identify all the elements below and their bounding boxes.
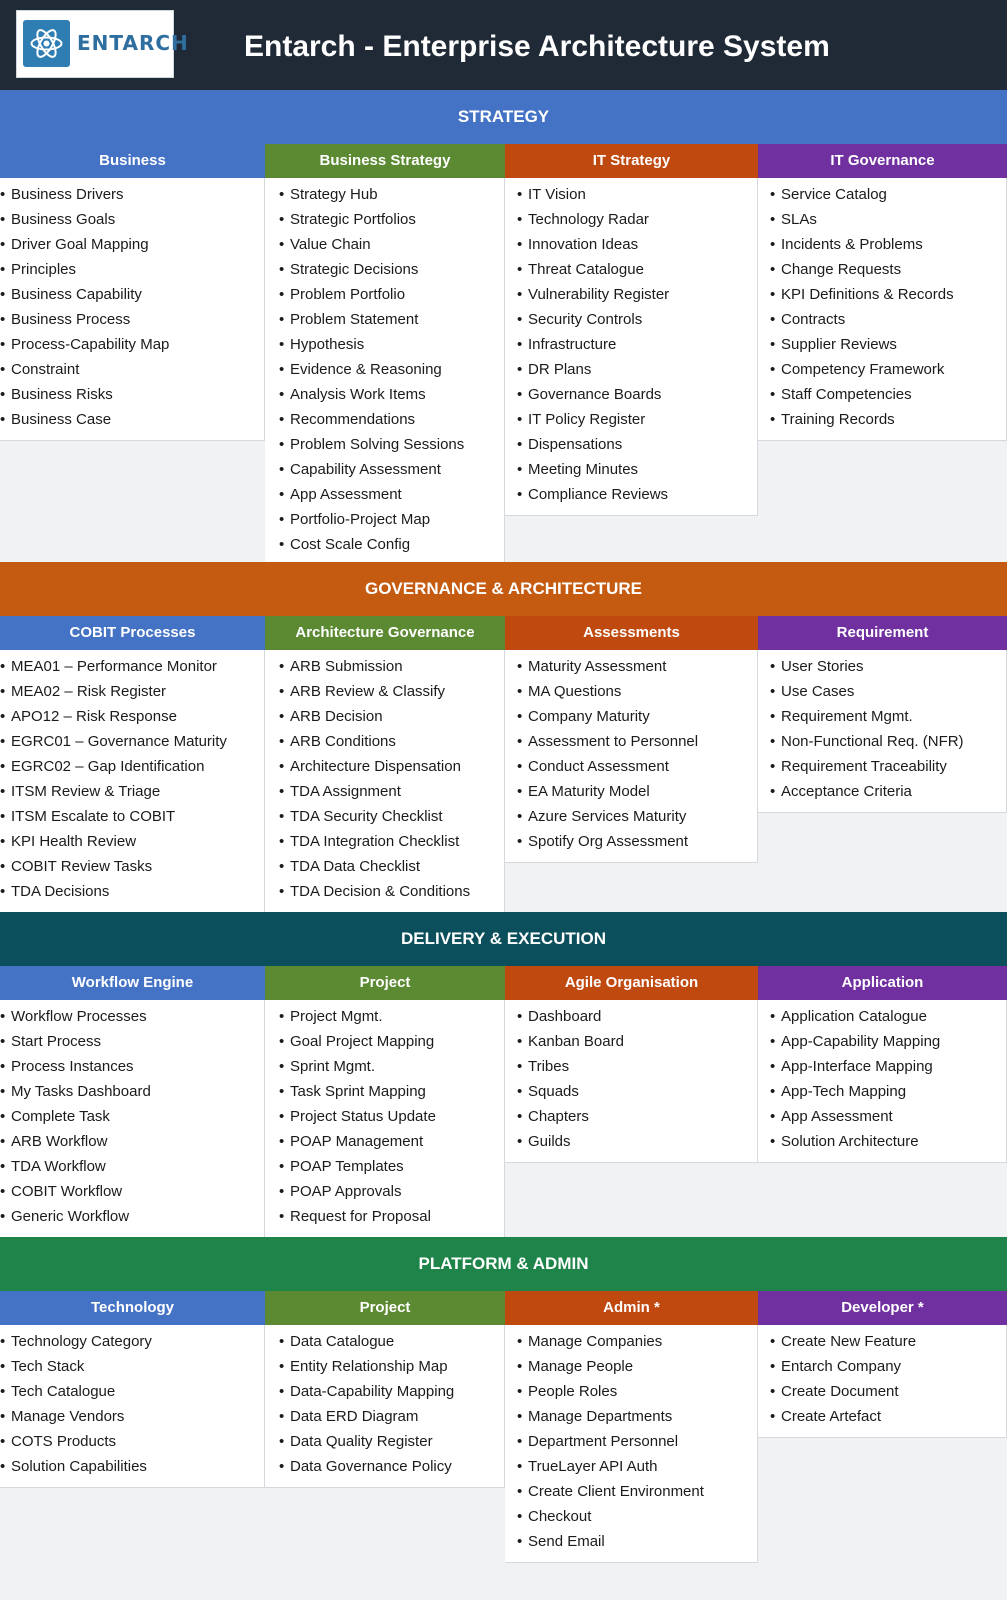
menu-item[interactable]: • Change Requests <box>758 257 1006 282</box>
column-title: Admin * <box>505 1291 758 1325</box>
column-requirement <box>758 616 1007 813</box>
menu-item[interactable]: • Analysis Work Items <box>265 382 504 407</box>
menu-item[interactable]: • Assessment to Personnel <box>505 729 757 754</box>
menu-item[interactable]: • Compliance Reviews <box>505 482 757 507</box>
menu-item[interactable]: • Create Artefact <box>758 1404 1006 1429</box>
menu-item[interactable]: • TDA Security Checklist <box>265 804 504 829</box>
menu-item[interactable]: • Task Sprint Mapping <box>265 1079 504 1104</box>
column-title: Requirement <box>758 616 1007 650</box>
menu-item[interactable]: • Problem Portfolio <box>265 282 504 307</box>
menu-item[interactable]: • EA Maturity Model <box>505 779 757 804</box>
menu-item[interactable]: • Contracts <box>758 307 1006 332</box>
menu-item[interactable]: • KPI Definitions & Records <box>758 282 1006 307</box>
menu-item[interactable]: • Business Capability <box>0 282 264 307</box>
page-title: Entarch - Enterprise Architecture System <box>244 30 830 63</box>
menu-list <box>265 650 505 913</box>
menu-item[interactable]: • IT Vision <box>505 182 757 207</box>
menu-item[interactable]: • Portfolio-Project Map <box>265 507 504 532</box>
menu-item[interactable]: • POAP Approvals <box>265 1179 504 1204</box>
menu-item[interactable]: • ARB Conditions <box>265 729 504 754</box>
column-application <box>758 966 1007 1163</box>
menu-item[interactable]: • Maturity Assessment <box>505 654 757 679</box>
menu-item[interactable]: • Training Records <box>758 407 1006 432</box>
menu-list <box>0 1325 265 1488</box>
menu-item[interactable]: • Tech Catalogue <box>0 1379 264 1404</box>
menu-list <box>0 178 265 441</box>
column-technology <box>0 1291 265 1488</box>
column-business <box>0 144 265 441</box>
menu-list <box>265 1000 505 1238</box>
menu-item[interactable]: • Data Governance Policy <box>265 1454 504 1479</box>
menu-item[interactable]: • Tribes <box>505 1054 757 1079</box>
menu-item[interactable]: • Data Quality Register <box>265 1429 504 1454</box>
menu-item[interactable]: • App Assessment <box>265 482 504 507</box>
menu-item[interactable]: • Service Catalog <box>758 182 1006 207</box>
menu-item[interactable]: • Technology Radar <box>505 207 757 232</box>
section-title-governance: GOVERNANCE & ARCHITECTURE <box>0 562 1007 616</box>
menu-item[interactable]: • Evidence & Reasoning <box>265 357 504 382</box>
menu-list <box>758 1000 1007 1163</box>
column-project <box>265 966 505 1238</box>
column-developer <box>758 1291 1007 1438</box>
menu-item[interactable]: • IT Policy Register <box>505 407 757 432</box>
menu-item[interactable]: • TDA Decisions <box>0 879 264 904</box>
menu-item[interactable]: • Checkout <box>505 1504 757 1529</box>
menu-item[interactable]: • TDA Decision & Conditions <box>265 879 504 904</box>
menu-item[interactable]: • My Tasks Dashboard <box>0 1079 264 1104</box>
menu-item[interactable]: • COBIT Review Tasks <box>0 854 264 879</box>
menu-item[interactable]: • Data ERD Diagram <box>265 1404 504 1429</box>
menu-item[interactable]: • MEA01 – Performance Monitor <box>0 654 264 679</box>
menu-item[interactable]: • App-Interface Mapping <box>758 1054 1006 1079</box>
menu-item[interactable]: • Staff Competencies <box>758 382 1006 407</box>
atom-icon <box>23 20 70 67</box>
column-title: Business <box>0 144 265 178</box>
menu-item[interactable]: • TDA Assignment <box>265 779 504 804</box>
menu-item[interactable]: • ARB Review & Classify <box>265 679 504 704</box>
menu-item[interactable]: • ARB Submission <box>265 654 504 679</box>
menu-item[interactable]: • TDA Workflow <box>0 1154 264 1179</box>
menu-item[interactable]: • Vulnerability Register <box>505 282 757 307</box>
menu-item[interactable]: • EGRC02 – Gap Identification <box>0 754 264 779</box>
menu-item[interactable]: • Competency Framework <box>758 357 1006 382</box>
menu-list <box>265 1325 505 1488</box>
column-it-governance <box>758 144 1007 441</box>
column-admin <box>505 1291 758 1563</box>
section-governance <box>0 562 1007 912</box>
menu-item[interactable]: • Business Goals <box>0 207 264 232</box>
menu-item[interactable]: • Process Instances <box>0 1054 264 1079</box>
menu-item[interactable]: • Technology Category <box>0 1329 264 1354</box>
menu-item[interactable]: • Goal Project Mapping <box>265 1029 504 1054</box>
menu-item[interactable]: • Driver Goal Mapping <box>0 232 264 257</box>
menu-list <box>758 178 1007 441</box>
menu-item[interactable]: • Recommendations <box>265 407 504 432</box>
menu-item[interactable]: • Dispensations <box>505 432 757 457</box>
menu-item[interactable]: • Azure Services Maturity <box>505 804 757 829</box>
menu-item[interactable]: • Chapters <box>505 1104 757 1129</box>
menu-item[interactable]: • Architecture Dispensation <box>265 754 504 779</box>
menu-item[interactable]: • Acceptance Criteria <box>758 779 1006 804</box>
section-title-strategy: STRATEGY <box>0 90 1007 144</box>
menu-item[interactable]: • Conduct Assessment <box>505 754 757 779</box>
menu-item[interactable]: • Send Email <box>505 1529 757 1554</box>
column-title: Technology <box>0 1291 265 1325</box>
menu-item[interactable]: • Supplier Reviews <box>758 332 1006 357</box>
menu-item[interactable]: • ITSM Review & Triage <box>0 779 264 804</box>
column-architecture-governance <box>265 616 505 913</box>
menu-item[interactable]: • Data-Capability Mapping <box>265 1379 504 1404</box>
menu-item[interactable]: • Application Catalogue <box>758 1004 1006 1029</box>
menu-item[interactable]: • Business Risks <box>0 382 264 407</box>
column-cobit-processes <box>0 616 265 913</box>
menu-item[interactable]: • TDA Data Checklist <box>265 854 504 879</box>
column-title: Project <box>265 966 505 1000</box>
menu-item[interactable]: • DR Plans <box>505 357 757 382</box>
menu-item[interactable]: • Entarch Company <box>758 1354 1006 1379</box>
menu-item[interactable]: • Meeting Minutes <box>505 457 757 482</box>
menu-item[interactable]: • Company Maturity <box>505 704 757 729</box>
menu-item[interactable]: • Manage People <box>505 1354 757 1379</box>
menu-item[interactable]: • Create New Feature <box>758 1329 1006 1354</box>
app-header <box>0 0 1007 90</box>
menu-item[interactable]: • Value Chain <box>265 232 504 257</box>
menu-item[interactable]: • POAP Templates <box>265 1154 504 1179</box>
menu-item[interactable]: • Squads <box>505 1079 757 1104</box>
menu-item[interactable]: • Infrastructure <box>505 332 757 357</box>
column-it-strategy <box>505 144 758 516</box>
menu-item[interactable]: • Department Personnel <box>505 1429 757 1454</box>
menu-item[interactable]: • Problem Solving Sessions <box>265 432 504 457</box>
menu-item[interactable]: • Project Mgmt. <box>265 1004 504 1029</box>
entarch-logo[interactable] <box>16 10 189 78</box>
menu-list <box>505 1325 758 1563</box>
menu-item[interactable]: • Cost Scale Config <box>265 532 504 557</box>
menu-item[interactable]: • Strategic Decisions <box>265 257 504 282</box>
menu-item[interactable]: • Data Catalogue <box>265 1329 504 1354</box>
menu-item[interactable]: • Strategic Portfolios <box>265 207 504 232</box>
column-title: Business Strategy <box>265 144 505 178</box>
menu-item[interactable]: • Create Client Environment <box>505 1479 757 1504</box>
menu-item[interactable]: • SLAs <box>758 207 1006 232</box>
menu-item[interactable]: • Strategy Hub <box>265 182 504 207</box>
column-title: Project <box>265 1291 505 1325</box>
column-title: COBIT Processes <box>0 616 265 650</box>
menu-item[interactable]: • Problem Statement <box>265 307 504 332</box>
menu-item[interactable]: • ARB Workflow <box>0 1129 264 1154</box>
menu-item[interactable]: • Entity Relationship Map <box>265 1354 504 1379</box>
menu-item[interactable]: • App-Tech Mapping <box>758 1079 1006 1104</box>
menu-item[interactable]: • Capability Assessment <box>265 457 504 482</box>
menu-item[interactable]: • Constraint <box>0 357 264 382</box>
menu-item[interactable]: • COBIT Workflow <box>0 1179 264 1204</box>
menu-item[interactable]: • Manage Departments <box>505 1404 757 1429</box>
column-agile-organisation <box>505 966 758 1163</box>
menu-item[interactable]: • TrueLayer API Auth <box>505 1454 757 1479</box>
column-title: IT Governance <box>758 144 1007 178</box>
menu-item[interactable]: • Kanban Board <box>505 1029 757 1054</box>
menu-item[interactable]: • Project Status Update <box>265 1104 504 1129</box>
section-platform <box>0 1237 1007 1600</box>
menu-item[interactable]: • Business Drivers <box>0 182 264 207</box>
section-strategy <box>0 90 1007 562</box>
section-delivery <box>0 912 1007 1237</box>
column-business-strategy <box>265 144 505 566</box>
menu-item[interactable]: • Non-Functional Req. (NFR) <box>758 729 1006 754</box>
section-title-platform: PLATFORM & ADMIN <box>0 1237 1007 1291</box>
menu-list <box>505 650 758 863</box>
section-title-delivery: DELIVERY & EXECUTION <box>0 912 1007 966</box>
menu-item[interactable]: • User Stories <box>758 654 1006 679</box>
menu-item[interactable]: • Governance Boards <box>505 382 757 407</box>
menu-item[interactable]: • Manage Vendors <box>0 1404 264 1429</box>
menu-item[interactable]: • Start Process <box>0 1029 264 1054</box>
menu-item[interactable]: • Requirement Mgmt. <box>758 704 1006 729</box>
menu-item[interactable]: • APO12 – Risk Response <box>0 704 264 729</box>
menu-list <box>505 1000 758 1163</box>
menu-item[interactable]: • KPI Health Review <box>0 829 264 854</box>
column-title: Workflow Engine <box>0 966 265 1000</box>
menu-list <box>0 1000 265 1238</box>
column-title: Assessments <box>505 616 758 650</box>
menu-item[interactable]: • Process-Capability Map <box>0 332 264 357</box>
menu-item[interactable]: • Hypothesis <box>265 332 504 357</box>
menu-item[interactable]: • Innovation Ideas <box>505 232 757 257</box>
column-title: Agile Organisation <box>505 966 758 1000</box>
menu-item[interactable]: • Business Case <box>0 407 264 432</box>
menu-item[interactable]: • ITSM Escalate to COBIT <box>0 804 264 829</box>
menu-item[interactable]: • Incidents & Problems <box>758 232 1006 257</box>
menu-item[interactable]: • Principles <box>0 257 264 282</box>
column-title: Application <box>758 966 1007 1000</box>
menu-item[interactable]: • Security Controls <box>505 307 757 332</box>
menu-item[interactable]: • Generic Workflow <box>0 1204 264 1229</box>
menu-item[interactable]: • Spotify Org Assessment <box>505 829 757 854</box>
menu-item[interactable]: • Manage Companies <box>505 1329 757 1354</box>
menu-item[interactable]: • TDA Integration Checklist <box>265 829 504 854</box>
menu-item[interactable]: • Solution Capabilities <box>0 1454 264 1479</box>
menu-item[interactable]: • Use Cases <box>758 679 1006 704</box>
menu-item[interactable]: • MEA02 – Risk Register <box>0 679 264 704</box>
column-workflow-engine <box>0 966 265 1238</box>
menu-item[interactable]: • EGRC01 – Governance Maturity <box>0 729 264 754</box>
menu-item[interactable]: • Complete Task <box>0 1104 264 1129</box>
menu-list <box>0 650 265 913</box>
menu-list <box>265 178 505 566</box>
column-assessments <box>505 616 758 863</box>
menu-item[interactable]: • Dashboard <box>505 1004 757 1029</box>
menu-item[interactable]: • ARB Decision <box>265 704 504 729</box>
menu-item[interactable]: • Business Process <box>0 307 264 332</box>
column-title: Developer * <box>758 1291 1007 1325</box>
menu-item[interactable]: • People Roles <box>505 1379 757 1404</box>
menu-list <box>505 178 758 516</box>
menu-item[interactable]: • POAP Management <box>265 1129 504 1154</box>
column-title: IT Strategy <box>505 144 758 178</box>
column-data-project <box>265 1291 505 1488</box>
menu-list <box>758 1325 1007 1438</box>
menu-item[interactable]: • MA Questions <box>505 679 757 704</box>
menu-item[interactable]: • App Assessment <box>758 1104 1006 1129</box>
menu-item[interactable]: • Tech Stack <box>0 1354 264 1379</box>
menu-item[interactable]: • Solution Architecture <box>758 1129 1006 1154</box>
menu-list <box>758 650 1007 813</box>
menu-item[interactable]: • Requirement Traceability <box>758 754 1006 779</box>
menu-item[interactable]: • Request for Proposal <box>265 1204 504 1229</box>
menu-item[interactable]: • Workflow Processes <box>0 1004 264 1029</box>
menu-item[interactable]: • App-Capability Mapping <box>758 1029 1006 1054</box>
column-title: Architecture Governance <box>265 616 505 650</box>
menu-item[interactable]: • Threat Catalogue <box>505 257 757 282</box>
menu-item[interactable]: • COTS Products <box>0 1429 264 1454</box>
menu-item[interactable]: • Sprint Mgmt. <box>265 1054 504 1079</box>
menu-item[interactable]: • Guilds <box>505 1129 757 1154</box>
logo-text: ENTARCH <box>77 31 189 55</box>
menu-item[interactable]: • Create Document <box>758 1379 1006 1404</box>
